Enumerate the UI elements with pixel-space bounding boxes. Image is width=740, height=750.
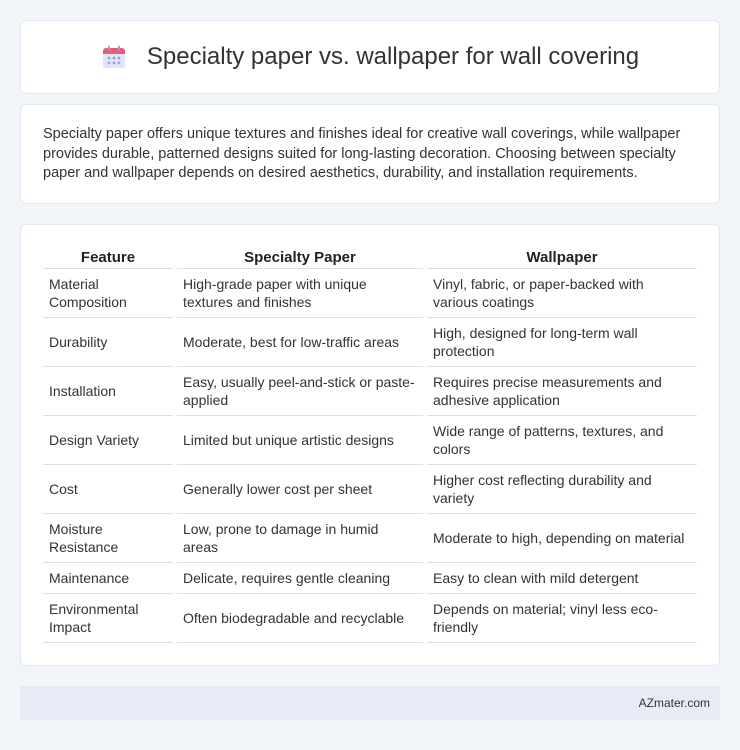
header-wallpaper: Wallpaper xyxy=(427,245,697,269)
feature-cell: Design Variety xyxy=(43,416,173,465)
footer xyxy=(20,686,720,720)
specialty-paper-cell: Generally lower cost per sheet xyxy=(177,465,423,514)
specialty-paper-cell: Often biodegradable and recyclable xyxy=(177,594,423,643)
page-title: Specialty paper vs. wallpaper for wall covering xyxy=(146,43,640,70)
feature-cell: Material Composition xyxy=(43,269,173,318)
feature-cell: Cost xyxy=(43,465,173,514)
feature-cell: Maintenance xyxy=(43,563,173,594)
comparison-table xyxy=(39,245,701,643)
feature-cell: Durability xyxy=(43,318,173,367)
wallpaper-cell: Easy to clean with mild detergent xyxy=(427,563,697,594)
feature-cell: Moisture Resistance xyxy=(43,514,173,563)
specialty-paper-cell: High-grade paper with unique textures and finishes xyxy=(177,269,423,318)
specialty-paper-cell: Easy, usually peel-and-stick or paste-applied xyxy=(177,367,423,416)
feature-cell: Installation xyxy=(43,367,173,416)
table-row xyxy=(43,269,697,318)
wallpaper-cell: High, designed for long-term wall protection xyxy=(427,318,697,367)
wallpaper-cell: Requires precise measurements and adhesive application xyxy=(427,367,697,416)
table-row xyxy=(43,594,697,643)
specialty-paper-cell: Limited but unique artistic designs xyxy=(177,416,423,465)
wallpaper-cell: Moderate to high, depending on material xyxy=(427,514,697,563)
table-row xyxy=(43,318,697,367)
specialty-paper-cell: Delicate, requires gentle cleaning xyxy=(177,563,423,594)
specialty-paper-cell: Moderate, best for low-traffic areas xyxy=(177,318,423,367)
summary-text: Specialty paper offers unique textures and finishes ideal for creative wall coverings, while wallpaper provides durable, patterned designs suited for long-lasting decoration. Choosing between specialty paper and wallpaper depends on desired aesthetics, durability, and installation requirements. xyxy=(43,126,681,181)
comparison-table-card xyxy=(20,224,720,666)
wallpaper-cell: Higher cost reflecting durability and variety xyxy=(427,465,697,514)
footer-source: AZmater.com xyxy=(638,696,710,710)
header-feature: Feature xyxy=(43,245,173,269)
wallpaper-cell: Depends on material; vinyl less eco-friendly xyxy=(427,594,697,643)
header-specialty-paper: Specialty Paper xyxy=(177,245,423,269)
feature-cell: Environmental Impact xyxy=(43,594,173,643)
specialty-paper-cell: Low, prone to damage in humid areas xyxy=(177,514,423,563)
table-row xyxy=(43,416,697,465)
table-row xyxy=(43,465,697,514)
calendar-icon xyxy=(101,44,127,70)
wallpaper-cell: Vinyl, fabric, or paper-backed with various coatings xyxy=(427,269,697,318)
table-row xyxy=(43,563,697,594)
table-row xyxy=(43,514,697,563)
summary-card xyxy=(20,104,720,204)
table-header-row xyxy=(43,245,697,269)
table-row xyxy=(43,367,697,416)
title-card xyxy=(20,20,720,94)
wallpaper-cell: Wide range of patterns, textures, and colors xyxy=(427,416,697,465)
